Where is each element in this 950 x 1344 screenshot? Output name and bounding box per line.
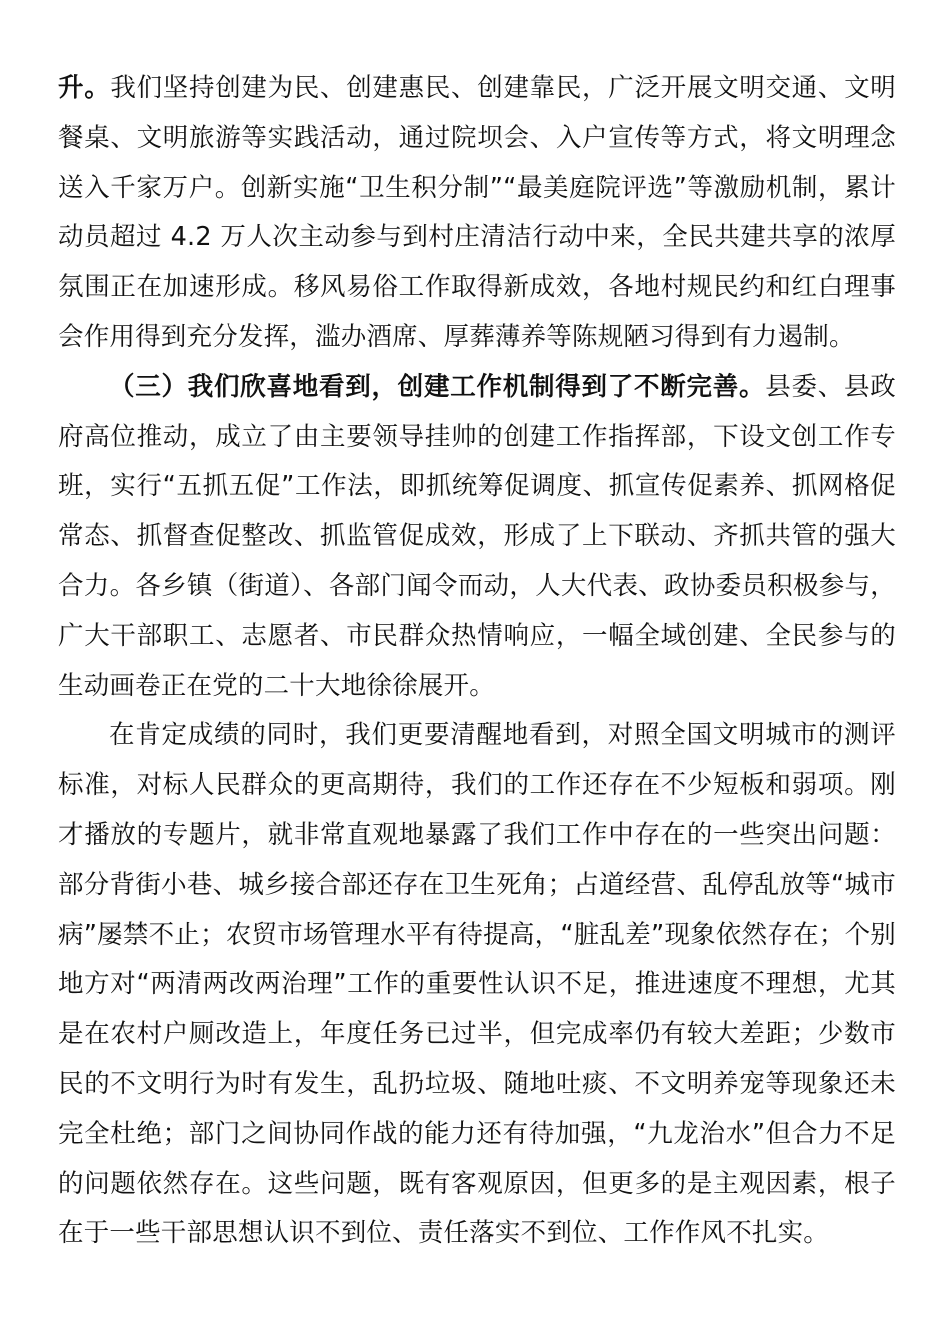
paragraph-body: 县委、县政府高位推动，成立了由主要领导挂帅的创建工作指挥部，下设文创工作专班，实行“五抓五促”工作法，即抓统筹促调度、抓宣传促素养、抓网格促常态、抓督查促整改、抓监管促成效，形成了上下联动、齐抓共管的强大合力。各乡镇（街道）、各部门闻令而动，人大代表、政协委员积极参与，广大干部职工、志愿者、市民群众热情响应，一幅全域创建、全民参与的生动画卷正在党的二十大地徐徐展开。 [58,371,896,701]
paragraph-body: 在肯定成绩的同时，我们更要清醒地看到，对照全国文明城市的测评标准，对标人民群众的更高期待，我们的工作还存在不少短板和弱项。刚才播放的专题片，就非常直观地暴露了我们工作中存在的一些突出问题：部分背街小巷、城乡接合部还存在卫生死角；占道经营、乱停乱放等“城市病”屡禁不止；农贸市场管理水平有待提高，“脏乱差”现象依然存在；个别地方对“两清两改两治理”工作的重要性认识不足，推进速度不理想，尤其是在农村户厕改造上，年度任务已过半，但完成率仍有较大差距；少数市民的不文明行为时有发生，乱扔垃圾、随地吐痰、不文明养宠等现象还未完全杜绝；部门之间协同作战的能力还有待加强，“九龙治水”但合力不足的问题依然存在。这些问题，既有客观原因，但更多的是主观因素，根子在于一些干部思想认识不到位、责任落实不到位、工作作风不扎实。 [58,720,896,1249]
paragraph-body: 我们坚持创建为民、创建惠民、创建靠民，广泛开展文明交通、文明餐桌、文明旅游等实践活动，通过院坝会、入户宣传等方式，将文明理念送入千家万户。创新实施“卫生积分制”“最美庭院评选”等激励机制，累计动员超过 4.2 万人次主动参与到村庄清洁行动中来，全民共建共享的浓厚氛围正在加速形成。移风易俗工作取得新成效，各地村规民约和红白理事会作用得到充分发挥，滥办酒席、厚葬薄养等陈规陋习得到有力遏制。 [58,73,896,352]
document-page [58,64,896,1259]
paragraph-lead-bold: 升。 [58,73,111,103]
paragraph-problems [58,711,896,1259]
paragraph-public-participation [58,64,896,363]
section-heading-three: （三）我们欣喜地看到，创建工作机制得到了不断完善。 [109,371,766,402]
paragraph-work-mechanism [58,363,896,712]
